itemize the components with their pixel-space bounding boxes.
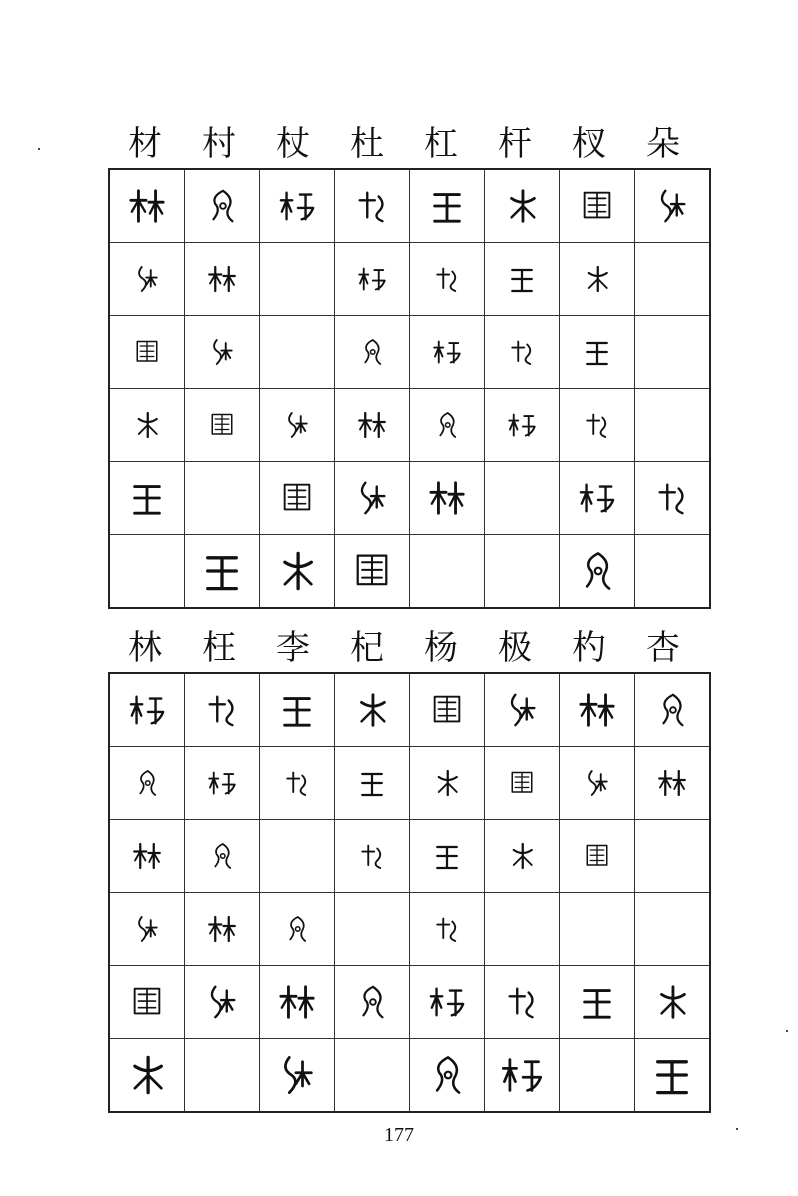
table1-cell xyxy=(109,462,185,535)
table1-cell xyxy=(260,535,335,609)
table1-header-4: 杜 xyxy=(350,124,384,164)
table2-header-2: 枉 xyxy=(202,628,236,668)
ancient-script-glyph-icon xyxy=(207,768,237,798)
table1-cell xyxy=(485,243,560,316)
table1-header-3: 杖 xyxy=(276,124,310,164)
ancient-script-glyph-icon xyxy=(432,410,462,440)
table1-row xyxy=(109,316,710,389)
table1-cell xyxy=(560,169,635,243)
table1-cell xyxy=(635,389,711,462)
ancient-script-glyph-icon xyxy=(128,479,166,517)
table1-cell xyxy=(560,535,635,609)
ancient-script-glyph-icon xyxy=(357,264,387,294)
table2-header-8: 杏 xyxy=(646,628,680,668)
ancient-script-glyph-icon xyxy=(203,983,241,1021)
table1-header-1: 材 xyxy=(128,124,162,164)
table2-cell xyxy=(335,966,410,1039)
table2-header-7: 杓 xyxy=(572,628,606,668)
table1-cell xyxy=(635,243,711,316)
table1-cell xyxy=(185,169,260,243)
ancient-script-glyph-icon xyxy=(132,914,162,944)
ancient-script-glyph-icon xyxy=(357,337,387,367)
table2-cell xyxy=(560,820,635,893)
table1-row xyxy=(109,389,710,462)
table1-cell xyxy=(410,462,485,535)
ancient-script-glyph-icon xyxy=(428,983,466,1021)
table1-cell xyxy=(485,535,560,609)
table2-header-6: 极 xyxy=(498,628,532,668)
ancient-script-glyph-icon xyxy=(503,187,541,225)
table2-cell xyxy=(410,673,485,747)
table1-cell xyxy=(485,169,560,243)
ancient-script-glyph-icon xyxy=(578,983,616,1021)
table1-cell xyxy=(560,316,635,389)
ancient-script-glyph-icon xyxy=(275,549,319,593)
ancient-script-glyph-icon xyxy=(653,691,691,729)
table2-cell xyxy=(335,1039,410,1113)
ancient-script-glyph-icon xyxy=(507,337,537,367)
ancient-script-glyph-icon xyxy=(353,691,391,729)
table1-row xyxy=(109,169,710,243)
table2-cell xyxy=(635,747,711,820)
table2-cell xyxy=(109,966,185,1039)
table1-header-row xyxy=(108,119,700,169)
ancient-script-glyph-icon xyxy=(128,983,166,1021)
table1-cell xyxy=(635,169,711,243)
scan-speck xyxy=(38,148,40,150)
table2-cell xyxy=(635,820,711,893)
table1-cell xyxy=(185,243,260,316)
table1-cell xyxy=(260,316,335,389)
table2-cell xyxy=(635,966,711,1039)
table2-cell xyxy=(185,1039,260,1113)
ancient-script-glyph-icon xyxy=(132,337,162,367)
table1-cell xyxy=(485,389,560,462)
table2-cell xyxy=(185,966,260,1039)
table2-glyph-grid xyxy=(108,672,711,1113)
table2-cell xyxy=(410,966,485,1039)
table2-cell xyxy=(485,673,560,747)
table1-cell xyxy=(260,169,335,243)
table1-row xyxy=(109,243,710,316)
table1-cell xyxy=(260,462,335,535)
ancient-script-glyph-icon xyxy=(650,1053,694,1097)
ancient-script-glyph-icon xyxy=(507,841,537,871)
table2-cell xyxy=(260,747,335,820)
table2-row xyxy=(109,820,710,893)
ancient-script-glyph-icon xyxy=(507,264,537,294)
table1-cell xyxy=(635,535,711,609)
ancient-script-glyph-icon xyxy=(278,983,316,1021)
table1-cell xyxy=(335,535,410,609)
table2-cell xyxy=(335,820,410,893)
ancient-script-glyph-icon xyxy=(507,768,537,798)
ancient-script-glyph-icon xyxy=(125,1053,169,1097)
table2-cell xyxy=(410,1039,485,1113)
ancient-script-glyph-icon xyxy=(128,691,166,729)
table1-header-7: 杈 xyxy=(572,124,606,164)
ancient-script-glyph-icon xyxy=(432,841,462,871)
ancient-script-glyph-icon xyxy=(200,549,244,593)
table1-cell xyxy=(109,535,185,609)
table2-cell xyxy=(560,893,635,966)
ancient-script-glyph-icon xyxy=(353,983,391,1021)
table2-cell xyxy=(485,1039,560,1113)
table1-cell xyxy=(560,462,635,535)
ancient-script-glyph-icon xyxy=(203,187,241,225)
ancient-script-glyph-icon xyxy=(207,264,237,294)
table2-cell xyxy=(185,747,260,820)
ancient-script-glyph-icon xyxy=(207,841,237,871)
table2-cell xyxy=(635,893,711,966)
table2-cell xyxy=(410,747,485,820)
ancient-script-glyph-icon xyxy=(207,914,237,944)
ancient-script-glyph-icon xyxy=(428,691,466,729)
table2-cell xyxy=(560,966,635,1039)
table1-cell xyxy=(335,462,410,535)
ancient-script-glyph-icon xyxy=(432,264,462,294)
table2-cell xyxy=(109,673,185,747)
ancient-script-glyph-icon xyxy=(353,479,391,517)
table1-cell xyxy=(410,243,485,316)
ancient-script-glyph-icon xyxy=(507,410,537,440)
table2-cell xyxy=(335,893,410,966)
ancient-script-glyph-icon xyxy=(578,691,616,729)
table2-cell xyxy=(260,1039,335,1113)
table2-cell xyxy=(560,747,635,820)
table2-cell xyxy=(260,820,335,893)
table1-cell xyxy=(410,535,485,609)
ancient-script-glyph-icon xyxy=(275,1053,319,1097)
ancient-script-glyph-icon xyxy=(428,187,466,225)
table1-cell xyxy=(109,169,185,243)
table1-cell xyxy=(335,389,410,462)
table2-cell xyxy=(109,893,185,966)
table1-row xyxy=(109,535,710,609)
scan-speck xyxy=(736,1128,738,1130)
table1-cell xyxy=(185,535,260,609)
table2-cell xyxy=(410,820,485,893)
table2-cell xyxy=(260,673,335,747)
table1-cell xyxy=(410,169,485,243)
ancient-script-glyph-icon xyxy=(503,983,541,1021)
table2-cell xyxy=(185,820,260,893)
table1-cell xyxy=(109,243,185,316)
table1-cell xyxy=(185,462,260,535)
table1-cell xyxy=(410,316,485,389)
table1-header-2: 村 xyxy=(202,124,236,164)
table2-cell xyxy=(260,893,335,966)
table2-cell xyxy=(260,966,335,1039)
table2-cell xyxy=(335,747,410,820)
table2-cell xyxy=(485,747,560,820)
ancient-script-glyph-icon xyxy=(503,691,541,729)
ancient-script-glyph-icon xyxy=(432,914,462,944)
table2-cell xyxy=(185,893,260,966)
table1-cell xyxy=(560,243,635,316)
ancient-script-glyph-icon xyxy=(132,264,162,294)
ancient-script-glyph-icon xyxy=(282,768,312,798)
ancient-script-glyph-icon xyxy=(582,841,612,871)
table2-row xyxy=(109,673,710,747)
table1-glyph-grid xyxy=(108,168,711,609)
ancient-script-glyph-icon xyxy=(128,187,166,225)
ancient-script-glyph-icon xyxy=(353,187,391,225)
ancient-script-glyph-icon xyxy=(132,768,162,798)
ancient-script-glyph-icon xyxy=(582,337,612,367)
ancient-script-glyph-icon xyxy=(432,337,462,367)
ancient-script-glyph-icon xyxy=(132,841,162,871)
table1-cell xyxy=(635,316,711,389)
ancient-script-glyph-icon xyxy=(575,549,619,593)
ancient-script-glyph-icon xyxy=(653,187,691,225)
scan-speck xyxy=(786,1030,788,1032)
table1-row xyxy=(109,462,710,535)
table2-header-5: 杨 xyxy=(424,628,458,668)
table1-cell xyxy=(335,243,410,316)
table2-cell xyxy=(635,1039,711,1113)
table2-cell xyxy=(560,1039,635,1113)
table2-cell xyxy=(560,673,635,747)
ancient-script-glyph-icon xyxy=(278,187,316,225)
table2-cell xyxy=(109,747,185,820)
table1-cell xyxy=(485,316,560,389)
ancient-script-glyph-icon xyxy=(425,1053,469,1097)
table2-row xyxy=(109,1039,710,1113)
table1-cell xyxy=(635,462,711,535)
ancient-script-glyph-icon xyxy=(357,410,387,440)
table2-cell xyxy=(635,673,711,747)
table1-header-5: 杠 xyxy=(424,124,458,164)
table1-header-8: 朵 xyxy=(646,124,680,164)
page-number: 177 xyxy=(384,1124,414,1146)
table2-header-1: 林 xyxy=(128,628,162,668)
table1-header-6: 杆 xyxy=(498,124,532,164)
ancient-script-glyph-icon xyxy=(282,914,312,944)
ancient-script-glyph-icon xyxy=(132,410,162,440)
table2-cell xyxy=(485,893,560,966)
table2-cell xyxy=(109,1039,185,1113)
table2-header-4: 杞 xyxy=(350,628,384,668)
table1-cell xyxy=(335,316,410,389)
table2-cell xyxy=(485,820,560,893)
ancient-script-glyph-icon xyxy=(428,479,466,517)
ancient-script-glyph-icon xyxy=(578,187,616,225)
ancient-script-glyph-icon xyxy=(278,479,316,517)
table2-cell xyxy=(410,893,485,966)
table2-header-3: 李 xyxy=(276,628,310,668)
ancient-script-glyph-icon xyxy=(357,768,387,798)
table2-header-row xyxy=(108,623,700,673)
ancient-script-glyph-icon xyxy=(203,691,241,729)
table1-cell xyxy=(485,462,560,535)
ancient-script-glyph-icon xyxy=(432,768,462,798)
table1-cell xyxy=(410,389,485,462)
ancient-script-glyph-icon xyxy=(500,1053,544,1097)
table2-cell xyxy=(335,673,410,747)
ancient-script-glyph-icon xyxy=(357,841,387,871)
ancient-script-glyph-icon xyxy=(578,479,616,517)
table1-cell xyxy=(109,316,185,389)
ancient-script-glyph-icon xyxy=(282,410,312,440)
ancient-script-glyph-icon xyxy=(207,337,237,367)
table2-cell xyxy=(485,966,560,1039)
ancient-script-glyph-icon xyxy=(653,983,691,1021)
table1-cell xyxy=(109,389,185,462)
table2-cell xyxy=(185,673,260,747)
table2-row xyxy=(109,747,710,820)
table1-cell xyxy=(185,389,260,462)
table2-row xyxy=(109,893,710,966)
table1-cell xyxy=(260,389,335,462)
ancient-script-glyph-icon xyxy=(657,768,687,798)
ancient-script-glyph-icon xyxy=(582,264,612,294)
ancient-script-glyph-icon xyxy=(350,549,394,593)
ancient-script-glyph-icon xyxy=(278,691,316,729)
table1-cell xyxy=(185,316,260,389)
ancient-script-glyph-icon xyxy=(653,479,691,517)
table1-cell xyxy=(335,169,410,243)
table1-cell xyxy=(560,389,635,462)
table1-cell xyxy=(260,243,335,316)
ancient-script-glyph-icon xyxy=(207,410,237,440)
table2-row xyxy=(109,966,710,1039)
ancient-script-glyph-icon xyxy=(582,768,612,798)
table2-cell xyxy=(109,820,185,893)
ancient-script-glyph-icon xyxy=(582,410,612,440)
